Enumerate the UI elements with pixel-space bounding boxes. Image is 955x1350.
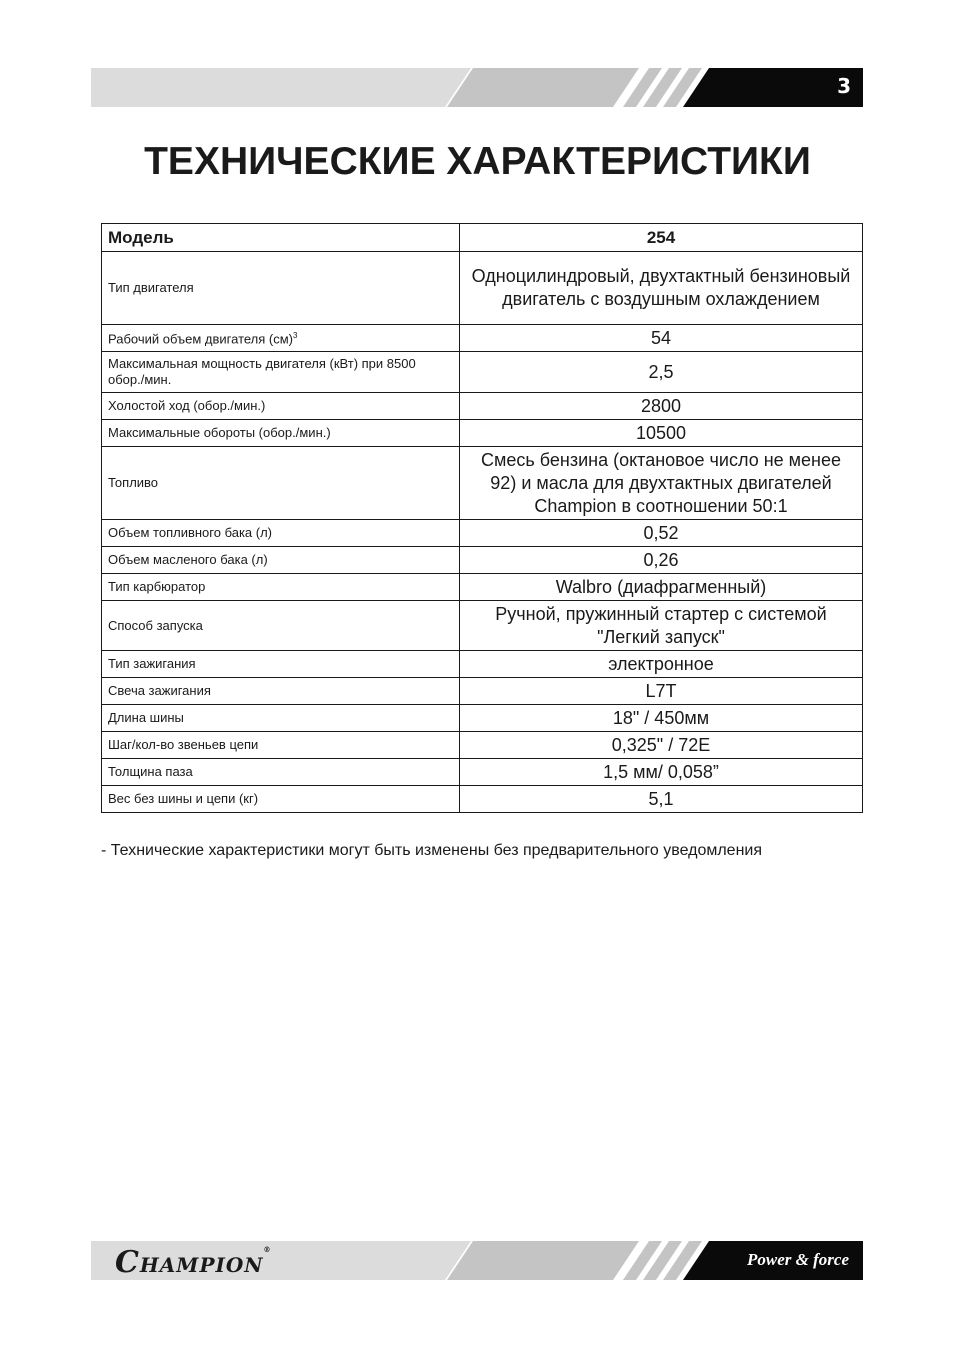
spec-label: Вес без шины и цепи (кг) <box>102 786 460 813</box>
spec-label: Толщина паза <box>102 759 460 786</box>
spec-label: Топливо <box>102 447 460 520</box>
champion-logo: CHAMPION® <box>115 1245 272 1280</box>
spec-value: 2800 <box>460 393 863 420</box>
spec-label: Тип зажигания <box>102 651 460 678</box>
table-row <box>102 520 863 547</box>
spec-value: 0,325" / 72E <box>460 732 863 759</box>
spec-value: Walbro (диафрагменный) <box>460 574 863 601</box>
table-row <box>102 547 863 574</box>
table-row <box>102 786 863 813</box>
spec-label: Тип карбюратор <box>102 574 460 601</box>
spec-label: Длина шины <box>102 705 460 732</box>
page-number: 3 <box>837 74 851 98</box>
spec-value: 54 <box>460 325 863 352</box>
spec-label: Шаг/кол-во звеньев цепи <box>102 732 460 759</box>
header-band <box>91 68 863 107</box>
spec-label: Рабочий объем двигателя (см)$^3$ <box>102 325 460 352</box>
model-label: Модель <box>102 224 460 252</box>
table-row <box>102 759 863 786</box>
spec-label: Способ запуска <box>102 601 460 651</box>
spec-label: Максимальные обороты (обор./мин.) <box>102 420 460 447</box>
table-row <box>102 393 863 420</box>
table-row <box>102 325 863 352</box>
spec-value: 10500 <box>460 420 863 447</box>
spec-value: электронное <box>460 651 863 678</box>
table-row <box>102 601 863 651</box>
table-row <box>102 678 863 705</box>
table-row <box>102 352 863 393</box>
page-title: ТЕХНИЧЕСКИЕ ХАРАКТЕРИСТИКИ <box>144 140 811 183</box>
spec-value: 0,26 <box>460 547 863 574</box>
spec-label: Объем масленого бака (л) <box>102 547 460 574</box>
spec-value: Смесь бензина (октановое число не менее 92) и масла для двухтактных двигателей Champion в соотношении 50:1 <box>460 447 863 520</box>
spec-label: Объем топливного бака (л) <box>102 520 460 547</box>
spec-value: L7T <box>460 678 863 705</box>
table-header-row <box>102 224 863 252</box>
disclaimer-note: - Технические характеристики могут быть изменены без предварительного уведомления <box>101 842 763 859</box>
spec-value: 18" / 450мм <box>460 705 863 732</box>
spec-value: 0,52 <box>460 520 863 547</box>
header-stripes-graphic <box>91 68 863 107</box>
table-row <box>102 252 863 325</box>
spec-value: 5,1 <box>460 786 863 813</box>
spec-label: Холостой ход (обор./мин.) <box>102 393 460 420</box>
spec-label: Максимальная мощность двигателя (кВт) при 8500 обор./мин. <box>102 352 460 393</box>
footer-band <box>91 1241 863 1280</box>
table-row <box>102 447 863 520</box>
table-row <box>102 574 863 601</box>
specifications-table <box>101 223 863 813</box>
brand-slogan: Power & force <box>747 1250 849 1269</box>
model-value: 254 <box>460 224 863 252</box>
spec-value: Ручной, пружинный стартер с системой "Легкий запуск" <box>460 601 863 651</box>
table-row <box>102 705 863 732</box>
spec-label: Свеча зажигания <box>102 678 460 705</box>
table-row <box>102 732 863 759</box>
spec-value: Одноцилиндровый, двухтактный бензиновый двигатель с воздушным охлаждением <box>460 252 863 325</box>
spec-label: Тип двигателя <box>102 252 460 325</box>
spec-value: 2,5 <box>460 352 863 393</box>
table-row <box>102 420 863 447</box>
table-row <box>102 651 863 678</box>
spec-value: 1,5 мм/ 0,058” <box>460 759 863 786</box>
